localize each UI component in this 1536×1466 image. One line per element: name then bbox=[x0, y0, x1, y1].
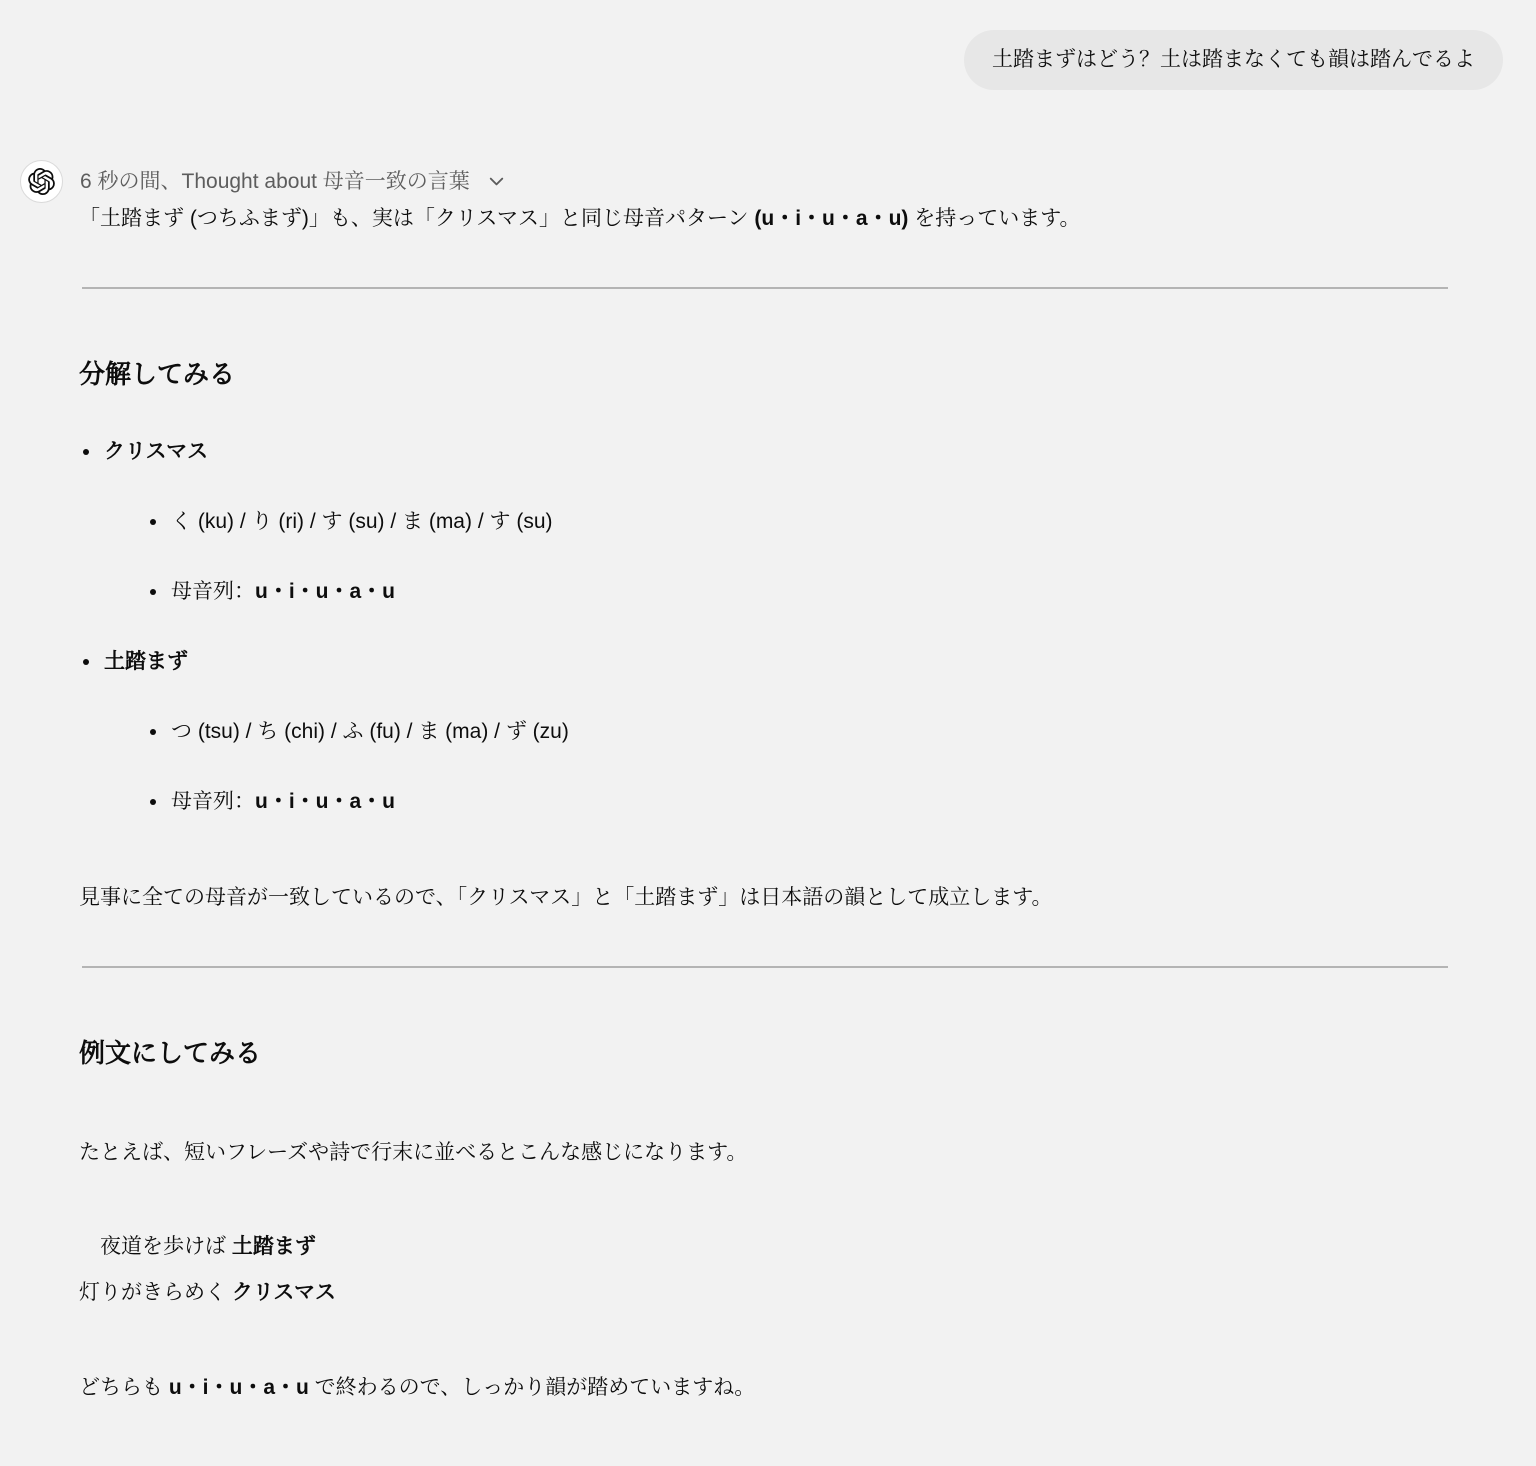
breakdown-sublist bbox=[146, 506, 1448, 608]
assistant-avatar bbox=[20, 160, 63, 203]
thought-toggle-button[interactable] bbox=[80, 166, 508, 198]
user-message-row bbox=[0, 0, 1536, 90]
outro-paragraph bbox=[79, 1372, 1448, 1404]
intro-paragraph bbox=[79, 203, 1448, 235]
text-segment: 灯りがきらめく bbox=[79, 1281, 232, 1304]
breakdown-list bbox=[79, 436, 1448, 818]
vowel-sequence-bold: u・i・u・a・u bbox=[255, 580, 395, 603]
poem-line bbox=[79, 1270, 1448, 1316]
openai-logo-icon bbox=[28, 168, 55, 195]
example-poem bbox=[79, 1224, 1448, 1316]
conclusion-paragraph: 見事に全ての母音が一致しているので、「クリスマス」と「土踏まず」は日本語の韻として成立します。 bbox=[79, 886, 1053, 909]
vowel-row-label: 母音列： bbox=[171, 580, 255, 603]
text-segment: 「土踏まず (つちふまず)」も、実は「クリスマス」と同じ母音パターン bbox=[79, 207, 755, 230]
text-segment: 夜道を歩けば bbox=[79, 1235, 232, 1258]
example-intro-paragraph: たとえば、短いフレーズや詩で行末に並べるとこんな感じになります。 bbox=[79, 1141, 748, 1164]
term-label: クリスマス bbox=[104, 440, 209, 463]
rhyme-word-bold: クリスマス bbox=[231, 1281, 337, 1304]
thought-summary-label: 6 秒の間、Thought about 母音一致の言葉 bbox=[80, 169, 470, 193]
user-message-bubble bbox=[964, 30, 1503, 90]
text-segment: で終わるので、しっかり韻が踏めていますね。 bbox=[308, 1376, 756, 1399]
syllable-breakdown: つ (tsu) / ち (chi) / ふ (fu) / ま (ma) / ず (zu) bbox=[171, 720, 569, 743]
user-message-text: 土踏まずはどう？土は踏まなくても韻は踏んでるよ bbox=[992, 48, 1475, 71]
breakdown-sublist bbox=[146, 716, 1448, 818]
thought-header bbox=[20, 160, 1536, 203]
text-segment: を持っています。 bbox=[908, 207, 1081, 230]
term-label: 土踏まず bbox=[104, 650, 188, 673]
rhyme-word-bold: 土踏まず bbox=[231, 1235, 316, 1258]
poem-line bbox=[79, 1224, 1448, 1270]
list-item-kurisumasu bbox=[79, 436, 1448, 608]
list-item-tsuchifumazu bbox=[79, 646, 1448, 818]
vowel-row-label: 母音列： bbox=[171, 790, 255, 813]
syllable-breakdown: く (ku) / り (ri) / す (su) / ま (ma) / す (su) bbox=[171, 510, 553, 533]
section-divider bbox=[82, 287, 1448, 289]
list-item bbox=[146, 786, 1448, 818]
chevron-down-icon bbox=[485, 170, 508, 193]
assistant-message bbox=[0, 160, 1536, 1404]
section1-heading: 分解してみる bbox=[79, 359, 236, 389]
assistant-response-content bbox=[79, 203, 1448, 1404]
list-item bbox=[146, 716, 1448, 748]
vowel-pattern-bold: (u・i・u・a・u) bbox=[754, 207, 909, 230]
section-divider bbox=[82, 966, 1448, 968]
text-segment: どちらも bbox=[79, 1376, 169, 1399]
section2-heading: 例文にしてみる bbox=[79, 1038, 262, 1068]
vowel-sequence-bold: u・i・u・a・u bbox=[168, 1376, 309, 1399]
vowel-sequence-bold: u・i・u・a・u bbox=[255, 790, 395, 813]
list-item bbox=[146, 576, 1448, 608]
list-item bbox=[146, 506, 1448, 538]
